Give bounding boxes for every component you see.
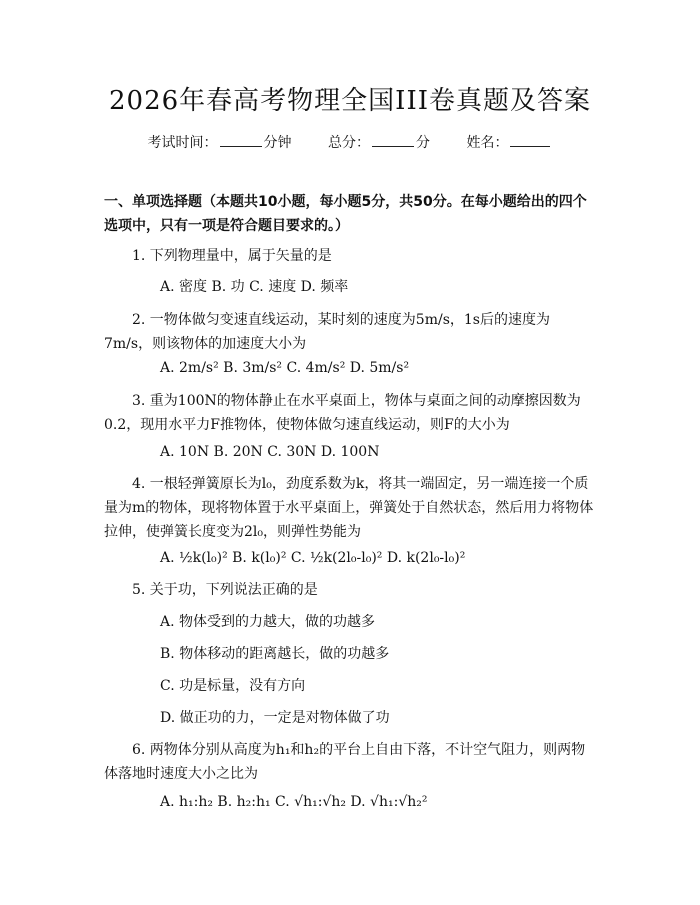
name-field <box>466 132 552 152</box>
question-stem: 6. 两物体分别从高度为h₁和h₂的平台上自由下落，不计空气阻力，则两物体落地时速度大小之比为 <box>104 742 586 782</box>
question-option-c: C. 功是标量，没有方向 <box>160 678 306 694</box>
score-field <box>328 132 430 152</box>
question-options: A. 10N B. 20N C. 30N D. 100N <box>160 444 380 460</box>
name-label: 姓名： <box>466 135 509 151</box>
question-stem: 1. 下列物理量中，属于矢量的是 <box>132 248 332 264</box>
section-heading: 一、单项选择题（本题共10小题，每小题5分，共50分。在每小题给出的四个选项中，只有一项是符合题目要求的。） <box>104 194 587 234</box>
question-options: A. ½k(l₀)² B. k(l₀)² C. ½k(2l₀-l₀)² D. k(2l₀-l₀)² <box>160 550 466 566</box>
time-unit: 分钟 <box>263 135 292 151</box>
time-label: 考试时间： <box>147 135 218 151</box>
time-blank <box>220 136 262 147</box>
name-blank <box>510 136 550 147</box>
score-unit: 分 <box>416 135 430 151</box>
question-stem: 3. 重为100N的物体静止在水平桌面上，物体与桌面之间的动摩擦因数为0.2，现用水平力F推物体，使物体做匀速直线运动，则F的大小为 <box>104 393 581 433</box>
question-options: A. 密度 B. 功 C. 速度 D. 频率 <box>160 279 349 295</box>
question-options: A. h₁:h₂ B. h₂:h₁ C. √h₁:√h₂ D. √h₁:√h₂² <box>160 794 428 810</box>
time-field <box>148 132 292 152</box>
question-option-b: B. 物体移动的距离越长，做的功越多 <box>160 646 390 662</box>
page-title: 2026年春高考物理全国III卷真题及答案 <box>109 86 591 116</box>
question-stem: 5. 关于功，下列说法正确的是 <box>132 582 318 598</box>
question-stem: 4. 一根轻弹簧原长为l₀，劲度系数为k，将其一端固定，另一端连接一个质量为m的物体，现将物体置于水平桌面上，弹簧处于自然状态，然后用力将物体拉伸，使弹簧长度变为2l₀，则弹性势能为 <box>104 476 594 540</box>
question-stem: 2. 一物体做匀变速直线运动，某时刻的速度为5m/s，1s后的速度为7m/s，则该物体的加速度大小为 <box>104 312 550 352</box>
exam-meta <box>0 132 700 152</box>
question-options: A. 2m/s² B. 3m/s² C. 4m/s² D. 5m/s² <box>160 360 410 376</box>
score-label: 总分： <box>328 135 370 151</box>
score-blank <box>372 136 414 147</box>
question-option-a: A. 物体受到的力越大，做的功越多 <box>160 614 376 630</box>
question-option-d: D. 做正功的力，一定是对物体做了功 <box>160 710 390 726</box>
